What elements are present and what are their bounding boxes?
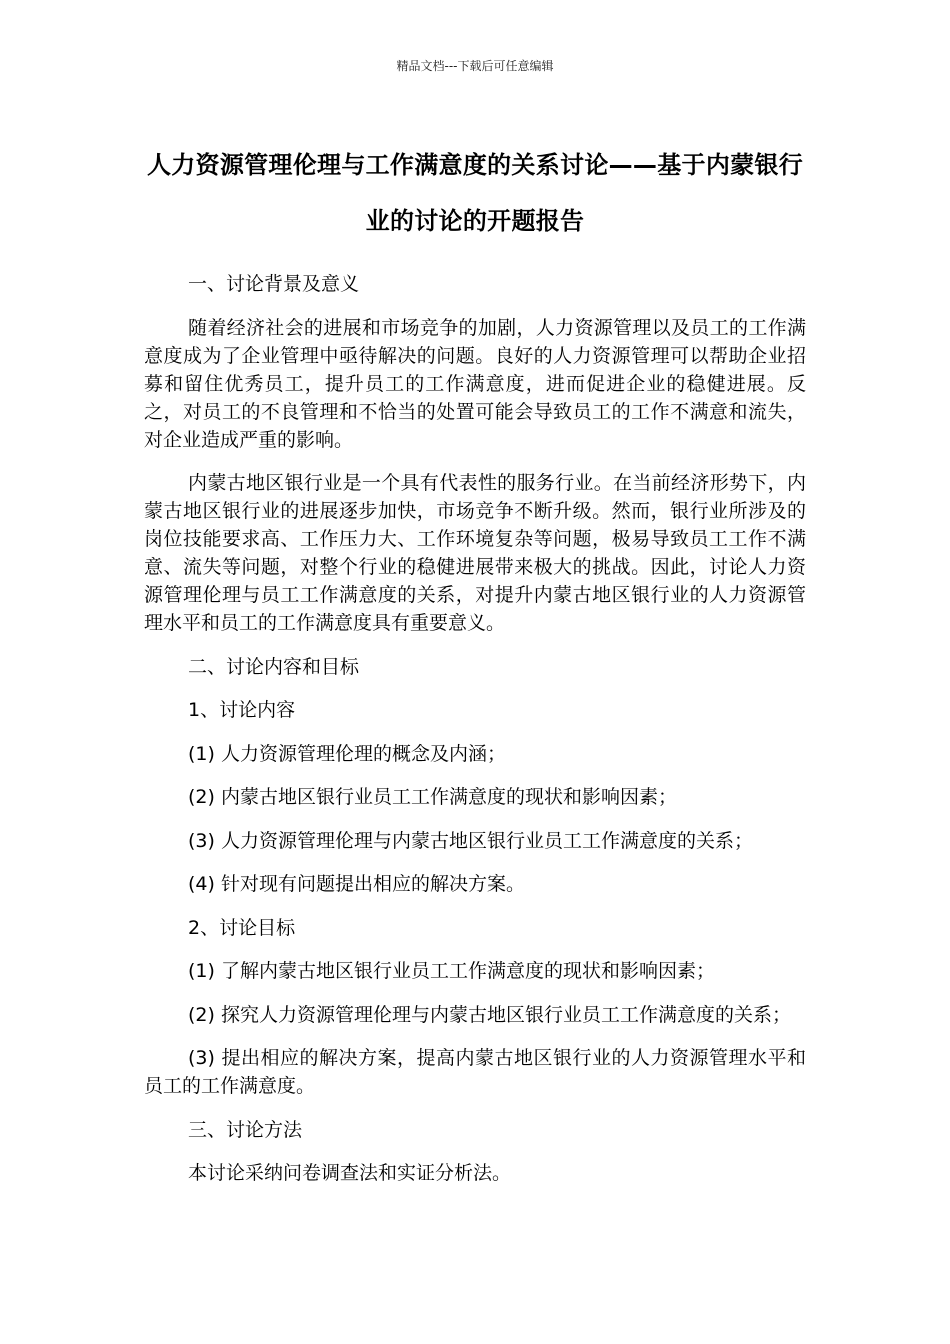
paragraph-background-1: 随着经济社会的进展和市场竞争的加剧，人力资源管理以及员工的工作满意度成为了企业管理中亟待解决的问题。良好的人力资源管理可以帮助企业招募和留住优秀员工，提升员工的工作满意度，进而促进企业的稳健进展。反之，对员工的不良管理和不恰当的处置可能会导致员工的工作不满意和流失，对企业造成严重的影响。: [144, 316, 806, 451]
document-title: 人力资源管理伦理与工作满意度的关系讨论——基于内蒙银行业的讨论的开题报告: [146, 151, 804, 235]
section-heading-background: 一、讨论背景及意义: [188, 273, 360, 295]
paragraph-background-2: 内蒙古地区银行业是一个具有代表性的服务行业。在当前经济形势下，内蒙古地区银行业的进展逐步加快，市场竞争不断升级。然而，银行业所涉及的岗位技能要求高、工作压力大、工作环境复杂等问题，极易导致员工工作不满意、流失等问题，对整个行业的稳健进展带来极大的挑战。因此，讨论人力资源管理伦理与员工工作满意度的关系，对提升内蒙古地区银行业的人力资源管理水平和员工的工作满意度具有重要意义。: [144, 472, 806, 634]
list-item: (2) 内蒙古地区银行业员工工作满意度的现状和影响因素；: [188, 786, 677, 808]
subheading-goals: 2、讨论目标: [188, 916, 296, 939]
header-note: 精品文档---下载后可任意编辑: [396, 59, 554, 73]
section-heading-content-goals: 二、讨论内容和目标: [188, 655, 360, 678]
list-item: (2) 探究人力资源管理伦理与内蒙古地区银行业员工工作满意度的关系；: [188, 1003, 791, 1026]
section-heading-methods: 三、讨论方法: [188, 1118, 303, 1141]
list-item: (1) 人力资源管理伦理的概念及内涵；: [188, 742, 506, 765]
paragraph-methods: 本讨论采纳问卷调查法和实证分析法。: [188, 1162, 512, 1184]
list-item: (3) 提出相应的解决方案，提高内蒙古地区银行业的人力资源管理水平和员工的工作满意度。: [144, 1047, 806, 1097]
list-item: (1) 了解内蒙古地区银行业员工工作满意度的现状和影响因素；: [188, 960, 715, 982]
list-item: (4) 针对现有问题提出相应的解决方案。: [188, 873, 525, 895]
document-body: [144, 270, 806, 1203]
subheading-content: 1、讨论内容: [188, 699, 296, 721]
list-item: (3) 人力资源管理伦理与内蒙古地区银行业员工工作满意度的关系；: [188, 829, 753, 852]
